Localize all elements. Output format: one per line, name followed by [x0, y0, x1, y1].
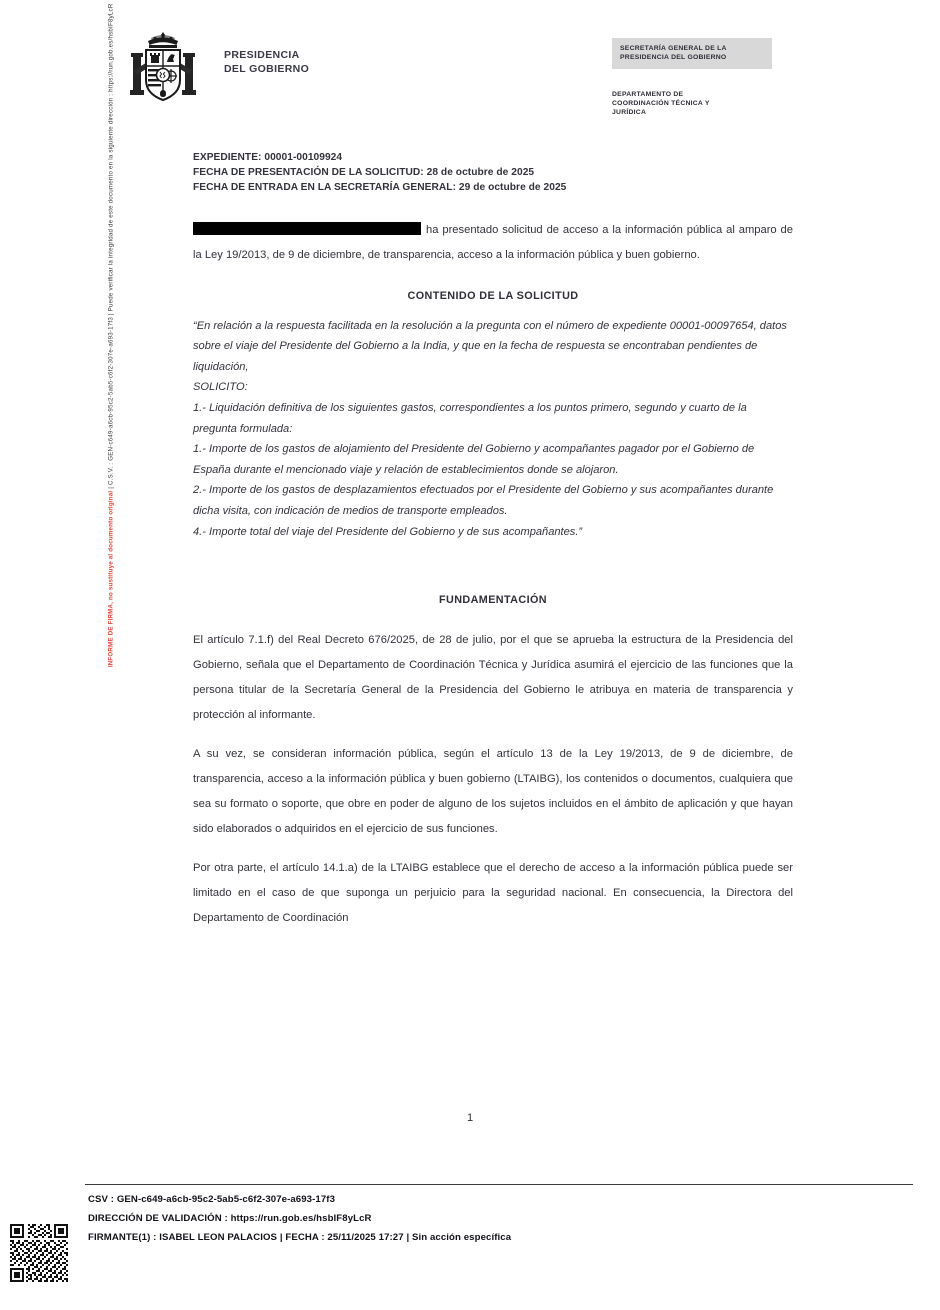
secretaria-line-2: PRESIDENCIA DEL GOBIERNO [620, 54, 727, 62]
footer-divider [85, 1184, 913, 1185]
fundamentacion-paragraph: Por otra parte, el artículo 14.1.a) de la LTAIBG establece que el derecho de acceso a la información pública puede ser limitado en el caso de que suponga un perjuicio para la seguridad nacional. En consecuencia, la Directora del Departamento de Coordinación [193, 862, 793, 925]
page-number: 1 [466, 1112, 474, 1124]
footer-validation-url: DIRECCIÓN DE VALIDACIÓN : https://run.gob.es/hsbIF8yLcR [88, 1213, 372, 1224]
expediente-metadata [193, 150, 793, 196]
secretaria-line-1: SECRETARÍA GENERAL DE LA [620, 45, 727, 52]
fecha-presentacion: FECHA DE PRESENTACIÓN DE LA SOLICITUD: 28 de octubre de 2025 [193, 167, 535, 179]
brand-title [224, 48, 309, 76]
signature-margin-csv-note: | C.S.V. : GEN-c649-a6cb-95c2-5ab5-c6f2-307e-a693-17f3 | Puede verificar la integridad de este documento en la siguiente dirección : https://run.gob.es/hsbIF8yLcR [107, 3, 115, 489]
solicitud-line: 1.- Importe de los gastos de alojamiento del Presidente del Gobierno y acompañantes pagador por el Gobierno de España durante el mencionado viaje y relación de establecimientos donde se alojaron. [193, 443, 755, 476]
brand-line-2: DEL GOBIERNO [224, 63, 310, 75]
spain-coat-of-arms-icon [124, 30, 202, 108]
document-body [193, 150, 793, 931]
qr-code-icon [8, 1222, 70, 1284]
fundamentacion-heading: FUNDAMENTACIÓN [439, 594, 547, 607]
fundamentacion-paragraph: El artículo 7.1.f) del Real Decreto 676/2025, de 28 de julio, por el que se aprueba la estructura de la Presidencia del Gobierno, señala que el Departamento de Coordinación Técnica y Jurídica asumirá el ejercicio de las funciones que la persona titular de la Secretaría General de la Presidencia del Gobierno le atribuya en materia de transparencia y protección al informante. [193, 634, 793, 722]
brand-line-1: PRESIDENCIA [224, 49, 300, 61]
contenido-solicitud-heading: CONTENIDO DE LA SOLICITUD [407, 289, 579, 302]
signature-margin-red-note: INFORME DE FIRMA, no sustituye al documento original [107, 490, 115, 668]
solicitud-line: “En relación a la respuesta facilitada en la resolución a la pregunta con el número de expediente 00001-00097654, datos sobre el viaje del Presidente del Gobierno a la India, y que en la fecha de respuesta se encontraban pendientes de liquidación, [193, 319, 787, 373]
departamento-block [612, 90, 782, 118]
footer-signature-info [88, 1190, 848, 1247]
solicitud-line: SOLICITO: [193, 381, 248, 394]
redacted-name-block [193, 222, 421, 235]
solicitud-line: 2.- Importe de los gastos de desplazamientos efectuados por el Presidente del Gobierno y sus acompañantes durante dicha visita, con indicación de medios de transporte empleados. [193, 484, 774, 517]
expediente-number: EXPEDIENTE: 00001-00109924 [193, 152, 343, 163]
departamento-line-2: COORDINACIÓN TÉCNICA Y [612, 100, 710, 108]
intro-text: ha presentado solicitud de acceso a la información pública al amparo de la Ley 19/2013, de 9 de diciembre, de transparencia, acceso a la información pública y buen gobierno. [193, 223, 793, 261]
solicitud-line: 1.- Liquidación definitiva de los siguientes gastos, correspondientes a los puntos primero, segundo y cuarto de la pregunta formulada: [193, 401, 747, 435]
solicitud-line: 4.- Importe total del viaje del Presidente del Gobierno y de sus acompañantes.” [193, 525, 583, 538]
secretaria-general-block [612, 38, 772, 69]
footer-csv: CSV : GEN-c649-a6cb-95c2-5ab5-c6f2-307e-a693-17f3 [88, 1194, 336, 1205]
fundamentacion-paragraph: A su vez, se consideran información pública, según el artículo 13 de la Ley 19/2013, de 9 de diciembre, de transparencia, acceso a la información pública y buen gobierno (LTAIBG), los contenidos o documentos, cualquiera que sea su formato o soporte, que obre en poder de alguno de los sujetos incluidos en el ámbito de aplicación y que hayan sido elaborados o adquiridos en el ejercicio de sus funciones. [193, 748, 793, 836]
footer-firmante: FIRMANTE(1) : ISABEL LEON PALACIOS | FECHA : 25/11/2025 17:27 | Sin acción específica [88, 1232, 512, 1243]
fecha-entrada: FECHA DE ENTRADA EN LA SECRETARÍA GENERAL: 29 de octubre de 2025 [193, 182, 567, 194]
signature-margin-band [66, 0, 115, 1170]
departamento-line-1: DEPARTAMENTO DE [612, 91, 684, 98]
intro-paragraph [193, 218, 793, 268]
signature-margin-text [108, 4, 115, 1124]
departamento-line-3: JURÍDICA [612, 109, 647, 117]
solicitud-quote [193, 316, 793, 543]
